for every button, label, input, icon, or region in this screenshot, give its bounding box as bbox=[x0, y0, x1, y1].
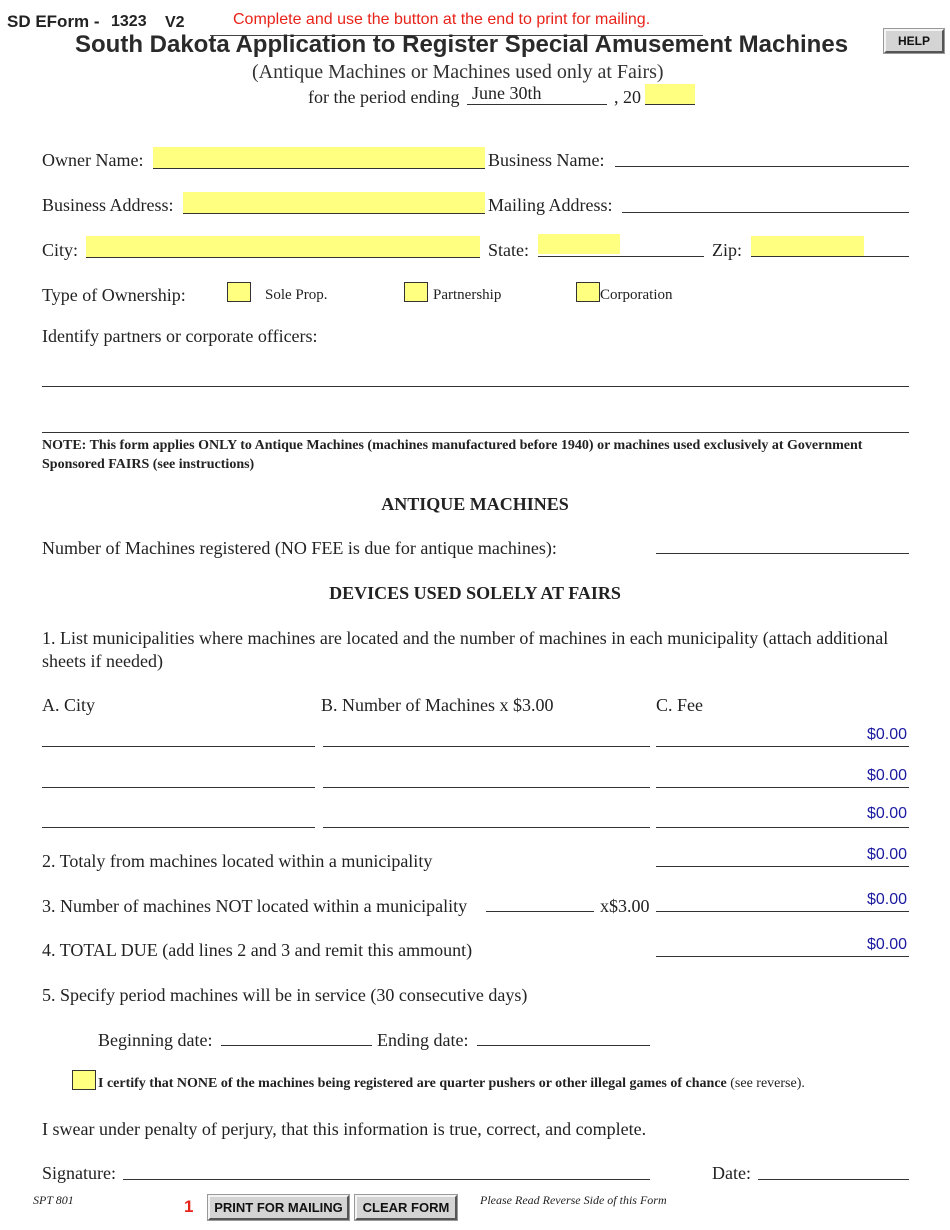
fairs-item-4: 4. TOTAL DUE (add lines 2 and 3 and remit this ammount) bbox=[42, 940, 473, 960]
form-number: 1323 bbox=[111, 13, 147, 30]
print-for-mailing-button[interactable]: PRINT FOR MAILING bbox=[208, 1195, 349, 1220]
form-id: SD EForm - bbox=[7, 12, 100, 31]
row2-count-field[interactable] bbox=[323, 787, 650, 788]
owner-name-field[interactable] bbox=[153, 147, 485, 169]
help-button[interactable]: HELP bbox=[884, 29, 944, 53]
certify-checkbox[interactable] bbox=[72, 1070, 96, 1090]
form-note: NOTE: This form applies ONLY to Antique Machines (machines manufactured before 1940) or machines used exclusively at Government Sponsored FAIRS (see instructions) bbox=[42, 438, 863, 472]
row3-fee-line bbox=[656, 827, 909, 828]
officers-label: Identify partners or corporate officers: bbox=[42, 326, 318, 346]
owner-name-label: Owner Name: bbox=[42, 150, 144, 170]
certify-statement bbox=[98, 1076, 805, 1092]
row1-fee: $0.00 bbox=[866, 726, 907, 743]
zip-label: Zip: bbox=[712, 240, 742, 260]
business-address-field[interactable] bbox=[183, 192, 485, 214]
clear-form-button[interactable]: CLEAR FORM bbox=[355, 1195, 457, 1220]
fairs-heading: DEVICES USED SOLELY AT FAIRS bbox=[329, 583, 621, 603]
partnership-checkbox[interactable] bbox=[404, 282, 428, 302]
city-field[interactable] bbox=[86, 236, 480, 258]
sole-prop-label: Sole Prop. bbox=[265, 287, 328, 303]
fairs-item-3: 3. Number of machines NOT located within a municipality bbox=[42, 896, 468, 916]
period-field[interactable]: June 30th bbox=[472, 83, 542, 103]
officers-line-2[interactable] bbox=[42, 432, 909, 433]
row3-city-field[interactable] bbox=[42, 827, 315, 828]
certify-bold-text: I certify that NONE of the machines being registered are quarter pushers or other illegal games of chance bbox=[98, 1076, 727, 1091]
col-b-header: B. Number of Machines x $3.00 bbox=[321, 695, 554, 715]
business-name-field[interactable] bbox=[615, 166, 909, 167]
end-date-label: Ending date: bbox=[377, 1030, 469, 1050]
form-code: SPT 801 bbox=[33, 1193, 74, 1207]
row1-city-field[interactable] bbox=[42, 746, 315, 747]
item3-multiplier: x$3.00 bbox=[600, 896, 650, 916]
ownership-label: Type of Ownership: bbox=[42, 285, 186, 305]
row2-fee: $0.00 bbox=[866, 767, 907, 784]
antique-count-field[interactable] bbox=[656, 553, 909, 554]
year-prefix: , 20 bbox=[614, 87, 641, 107]
signature-field[interactable] bbox=[123, 1179, 650, 1180]
corporation-label: Corporation bbox=[600, 287, 673, 303]
fairs-item-5: 5. Specify period machines will be in service (30 consecutive days) bbox=[42, 985, 528, 1005]
state-line bbox=[538, 256, 704, 257]
certify-tail-text: (see reverse). bbox=[730, 1076, 805, 1091]
fairs-item-2: 2. Totaly from machines located within a municipality bbox=[42, 851, 433, 871]
col-a-header: A. City bbox=[42, 695, 96, 715]
page-subtitle: (Antique Machines or Machines used only at Fairs) bbox=[252, 61, 664, 83]
item3-value: $0.00 bbox=[866, 891, 907, 908]
sole-prop-checkbox[interactable] bbox=[227, 282, 251, 302]
form-version: V2 bbox=[165, 14, 185, 31]
fairs-item-1: 1. List municipalities where machines are located and the number of machines in each municipality (attach additional sheets if needed) bbox=[42, 628, 889, 671]
item2-line bbox=[656, 866, 909, 867]
zip-field[interactable] bbox=[751, 236, 864, 256]
period-label: for the period ending bbox=[308, 87, 460, 107]
partnership-label: Partnership bbox=[433, 287, 502, 303]
state-field[interactable] bbox=[538, 234, 620, 254]
item3-line bbox=[656, 911, 909, 912]
begin-date-field[interactable] bbox=[221, 1045, 372, 1046]
date-label: Date: bbox=[712, 1163, 751, 1183]
mailing-address-field[interactable] bbox=[622, 212, 909, 213]
begin-date-label: Beginning date: bbox=[98, 1030, 213, 1050]
end-date-field[interactable] bbox=[477, 1045, 650, 1046]
antique-heading: ANTIQUE MACHINES bbox=[381, 494, 569, 514]
row3-fee: $0.00 bbox=[866, 805, 907, 822]
mailing-address-label: Mailing Address: bbox=[488, 195, 613, 215]
col-c-header: C. Fee bbox=[656, 695, 703, 715]
signature-label: Signature: bbox=[42, 1163, 116, 1183]
page-title: South Dakota Application to Register Special Amusement Machines bbox=[75, 31, 849, 58]
city-label: City: bbox=[42, 240, 79, 260]
antique-count-label: Number of Machines registered (NO FEE is due for antique machines): bbox=[42, 538, 557, 558]
perjury-statement: I swear under penalty of perjury, that this information is true, correct, and complete. bbox=[42, 1119, 647, 1139]
zip-line bbox=[751, 256, 909, 257]
year-field[interactable] bbox=[645, 84, 695, 105]
item4-line bbox=[656, 956, 909, 957]
corporation-checkbox[interactable] bbox=[576, 282, 600, 302]
date-field[interactable] bbox=[758, 1179, 909, 1180]
business-name-label: Business Name: bbox=[488, 150, 605, 170]
item2-value: $0.00 bbox=[866, 846, 907, 863]
reverse-side-note: Please Read Reverse Side of this Form bbox=[480, 1193, 667, 1207]
officers-line-1[interactable] bbox=[42, 386, 909, 387]
print-instruction: Complete and use the button at the end to print for mailing. bbox=[233, 11, 651, 28]
row3-count-field[interactable] bbox=[323, 827, 650, 828]
item4-value: $0.00 bbox=[866, 936, 907, 953]
row2-city-field[interactable] bbox=[42, 787, 315, 788]
business-address-label: Business Address: bbox=[42, 195, 174, 215]
period-line bbox=[467, 104, 607, 105]
row1-count-field[interactable] bbox=[323, 746, 650, 747]
page-number: 1 bbox=[184, 1197, 194, 1216]
row2-fee-line bbox=[656, 787, 909, 788]
item3-count-field[interactable] bbox=[486, 911, 594, 912]
row1-fee-line bbox=[656, 746, 909, 747]
state-label: State: bbox=[488, 240, 529, 260]
